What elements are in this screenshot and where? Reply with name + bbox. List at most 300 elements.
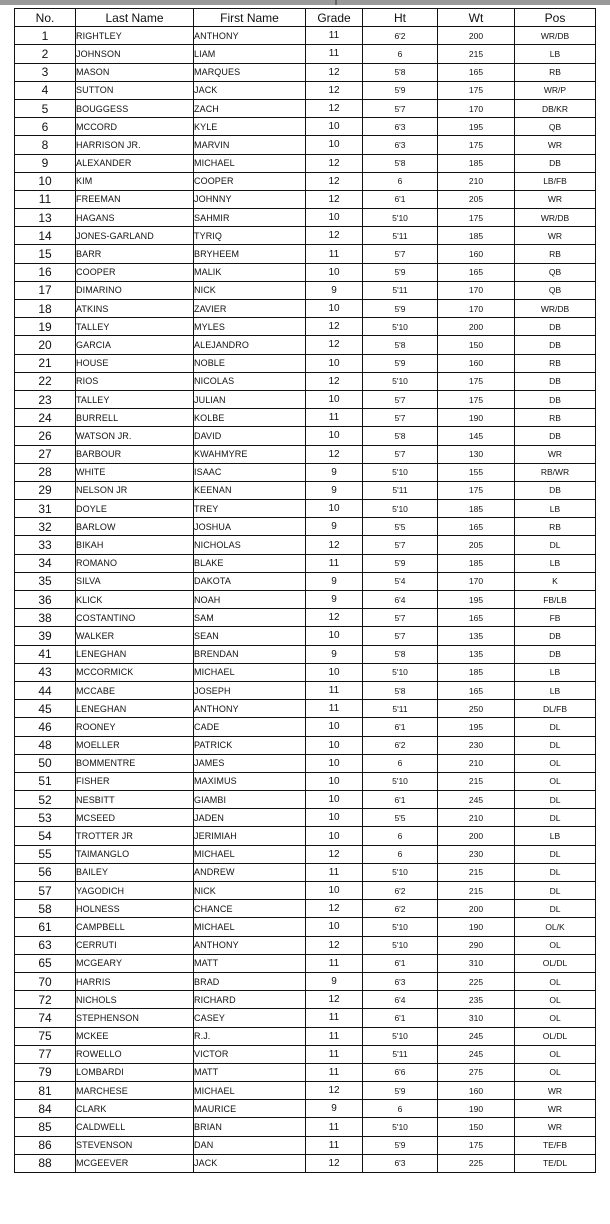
last-name-cell: BARBOUR	[76, 445, 194, 463]
weight-cell: 160	[438, 1082, 515, 1100]
position-cell: WR/DB	[515, 300, 596, 318]
first-name-cell: BRENDAN	[194, 645, 306, 663]
first-name-cell: MICHAEL	[194, 918, 306, 936]
last-name-cell: RIOS	[76, 372, 194, 390]
table-row	[15, 99, 596, 117]
table-row	[15, 609, 596, 627]
last-name-cell: ALEXANDER	[76, 154, 194, 172]
first-name-cell: JADEN	[194, 809, 306, 827]
first-name-cell: KOLBE	[194, 409, 306, 427]
weight-cell: 210	[438, 754, 515, 772]
position-cell: DL	[515, 882, 596, 900]
grade-cell: 12	[306, 63, 363, 81]
first-name-cell: DAKOTA	[194, 572, 306, 590]
header-row	[15, 9, 596, 27]
player-number-cell: 52	[15, 791, 76, 809]
table-row	[15, 372, 596, 390]
height-cell: 5'8	[363, 681, 438, 699]
player-number-cell: 44	[15, 681, 76, 699]
player-number-cell: 2	[15, 45, 76, 63]
table-row	[15, 354, 596, 372]
height-cell: 6'3	[363, 136, 438, 154]
first-name-cell: JOHNNY	[194, 190, 306, 208]
position-cell: OL	[515, 936, 596, 954]
weight-cell: 175	[438, 81, 515, 99]
grade-cell: 10	[306, 136, 363, 154]
table-row	[15, 736, 596, 754]
grade-cell: 10	[306, 118, 363, 136]
player-number-cell: 19	[15, 318, 76, 336]
grade-cell: 10	[306, 209, 363, 227]
grade-cell: 11	[306, 681, 363, 699]
height-cell: 6	[363, 45, 438, 63]
height-cell: 6'3	[363, 972, 438, 990]
height-cell: 6'1	[363, 1009, 438, 1027]
position-cell: TE/DL	[515, 1154, 596, 1172]
height-cell: 5'10	[363, 936, 438, 954]
position-cell: WR/P	[515, 81, 596, 99]
weight-cell: 290	[438, 936, 515, 954]
height-cell: 6'2	[363, 882, 438, 900]
weight-cell: 215	[438, 772, 515, 790]
grade-cell: 10	[306, 663, 363, 681]
last-name-cell: BARR	[76, 245, 194, 263]
grade-cell: 12	[306, 81, 363, 99]
last-name-cell: BOMMENTRE	[76, 754, 194, 772]
first-name-cell: MATT	[194, 1063, 306, 1081]
first-name-cell: KWAHMYRE	[194, 445, 306, 463]
table-row	[15, 281, 596, 299]
weight-cell: 175	[438, 136, 515, 154]
grade-cell: 9	[306, 463, 363, 481]
weight-cell: 215	[438, 863, 515, 881]
first-name-cell: TREY	[194, 500, 306, 518]
grade-cell: 10	[306, 427, 363, 445]
table-row	[15, 1027, 596, 1045]
last-name-cell: ROMANO	[76, 554, 194, 572]
last-name-cell: KLICK	[76, 591, 194, 609]
weight-cell: 170	[438, 572, 515, 590]
grade-cell: 12	[306, 1154, 363, 1172]
height-cell: 6'2	[363, 900, 438, 918]
player-number-cell: 1	[15, 27, 76, 45]
height-cell: 5'5	[363, 518, 438, 536]
height-cell: 6'1	[363, 791, 438, 809]
last-name-cell: BARLOW	[76, 518, 194, 536]
position-cell: LB	[515, 681, 596, 699]
last-name-cell: TROTTER JR	[76, 827, 194, 845]
table-row	[15, 45, 596, 63]
grade-cell: 10	[306, 300, 363, 318]
grade-cell: 10	[306, 500, 363, 518]
position-cell: WR	[515, 445, 596, 463]
last-name-cell: TALLEY	[76, 390, 194, 408]
last-name-cell: BOUGGESS	[76, 99, 194, 117]
first-name-cell: NICK	[194, 882, 306, 900]
grade-cell: 9	[306, 1100, 363, 1118]
roster-table	[14, 8, 596, 1173]
first-name-cell: MAURICE	[194, 1100, 306, 1118]
last-name-cell: TALLEY	[76, 318, 194, 336]
position-cell: WR/DB	[515, 27, 596, 45]
weight-cell: 235	[438, 991, 515, 1009]
player-number-cell: 35	[15, 572, 76, 590]
weight-cell: 150	[438, 336, 515, 354]
grade-cell: 10	[306, 736, 363, 754]
weight-cell: 175	[438, 372, 515, 390]
table-row	[15, 882, 596, 900]
table-row	[15, 318, 596, 336]
height-cell: 5'8	[363, 427, 438, 445]
first-name-cell: MYLES	[194, 318, 306, 336]
position-cell: WR	[515, 227, 596, 245]
height-cell: 6	[363, 827, 438, 845]
height-cell: 5'10	[363, 863, 438, 881]
position-cell: DB	[515, 390, 596, 408]
last-name-cell: NESBITT	[76, 791, 194, 809]
position-cell: WR	[515, 136, 596, 154]
table-row	[15, 809, 596, 827]
height-cell: 6	[363, 1100, 438, 1118]
position-cell: QB	[515, 263, 596, 281]
weight-cell: 210	[438, 809, 515, 827]
first-name-cell: CHANCE	[194, 900, 306, 918]
position-cell: LB	[515, 500, 596, 518]
weight-cell: 190	[438, 409, 515, 427]
weight-cell: 230	[438, 736, 515, 754]
height-cell: 5'9	[363, 263, 438, 281]
grade-cell: 12	[306, 154, 363, 172]
position-cell: WR	[515, 190, 596, 208]
table-row	[15, 772, 596, 790]
position-cell: DB	[515, 427, 596, 445]
height-cell: 6'2	[363, 27, 438, 45]
first-name-cell: MARVIN	[194, 136, 306, 154]
last-name-cell: MARCHESE	[76, 1082, 194, 1100]
height-cell: 5'9	[363, 354, 438, 372]
height-cell: 6'4	[363, 991, 438, 1009]
height-cell: 5'10	[363, 772, 438, 790]
header-weight: Wt	[438, 9, 515, 27]
weight-cell: 185	[438, 663, 515, 681]
height-cell: 5'11	[363, 227, 438, 245]
table-row	[15, 1118, 596, 1136]
height-cell: 5'10	[363, 1027, 438, 1045]
first-name-cell: MICHAEL	[194, 845, 306, 863]
height-cell: 5'8	[363, 154, 438, 172]
position-cell: OL	[515, 1045, 596, 1063]
table-row	[15, 427, 596, 445]
last-name-cell: JONES-GARLAND	[76, 227, 194, 245]
grade-cell: 10	[306, 718, 363, 736]
last-name-cell: MCCORMICK	[76, 663, 194, 681]
player-number-cell: 72	[15, 991, 76, 1009]
position-cell: RB	[515, 63, 596, 81]
player-number-cell: 88	[15, 1154, 76, 1172]
height-cell: 6'1	[363, 718, 438, 736]
last-name-cell: WALKER	[76, 627, 194, 645]
position-cell: DL	[515, 900, 596, 918]
grade-cell: 12	[306, 991, 363, 1009]
position-cell: WR	[515, 1082, 596, 1100]
position-cell: OL	[515, 972, 596, 990]
position-cell: RB	[515, 409, 596, 427]
table-row	[15, 518, 596, 536]
grade-cell: 11	[306, 1009, 363, 1027]
last-name-cell: STEPHENSON	[76, 1009, 194, 1027]
grade-cell: 11	[306, 45, 363, 63]
table-row	[15, 409, 596, 427]
last-name-cell: HAGANS	[76, 209, 194, 227]
table-row	[15, 1100, 596, 1118]
weight-cell: 205	[438, 536, 515, 554]
player-number-cell: 46	[15, 718, 76, 736]
last-name-cell: FREEMAN	[76, 190, 194, 208]
height-cell: 5'11	[363, 700, 438, 718]
weight-cell: 165	[438, 263, 515, 281]
weight-cell: 275	[438, 1063, 515, 1081]
player-number-cell: 63	[15, 936, 76, 954]
table-row	[15, 536, 596, 554]
weight-cell: 225	[438, 972, 515, 990]
first-name-cell: ZACH	[194, 99, 306, 117]
table-row	[15, 154, 596, 172]
last-name-cell: MOELLER	[76, 736, 194, 754]
table-row	[15, 1063, 596, 1081]
table-row	[15, 500, 596, 518]
height-cell: 5'9	[363, 554, 438, 572]
header-last-name: Last Name	[76, 9, 194, 27]
last-name-cell: FISHER	[76, 772, 194, 790]
last-name-cell: CALDWELL	[76, 1118, 194, 1136]
position-cell: DB	[515, 154, 596, 172]
first-name-cell: ANTHONY	[194, 936, 306, 954]
position-cell: RB	[515, 518, 596, 536]
height-cell: 5'7	[363, 536, 438, 554]
height-cell: 5'10	[363, 372, 438, 390]
player-number-cell: 81	[15, 1082, 76, 1100]
table-row	[15, 481, 596, 499]
grade-cell: 9	[306, 591, 363, 609]
height-cell: 5'7	[363, 627, 438, 645]
last-name-cell: MCCABE	[76, 681, 194, 699]
height-cell: 5'10	[363, 463, 438, 481]
weight-cell: 150	[438, 1118, 515, 1136]
position-cell: OL	[515, 772, 596, 790]
position-cell: DB	[515, 318, 596, 336]
first-name-cell: ANTHONY	[194, 700, 306, 718]
weight-cell: 170	[438, 281, 515, 299]
grade-cell: 12	[306, 536, 363, 554]
top-border-bar	[0, 0, 610, 5]
weight-cell: 165	[438, 609, 515, 627]
position-cell: DL	[515, 536, 596, 554]
position-cell: RB	[515, 245, 596, 263]
grade-cell: 12	[306, 372, 363, 390]
first-name-cell: MAXIMUS	[194, 772, 306, 790]
first-name-cell: KEENAN	[194, 481, 306, 499]
player-number-cell: 28	[15, 463, 76, 481]
player-number-cell: 65	[15, 954, 76, 972]
player-number-cell: 22	[15, 372, 76, 390]
table-row	[15, 700, 596, 718]
height-cell: 5'11	[363, 481, 438, 499]
height-cell: 5'8	[363, 63, 438, 81]
height-cell: 5'10	[363, 663, 438, 681]
player-number-cell: 57	[15, 882, 76, 900]
first-name-cell: MICHAEL	[194, 1082, 306, 1100]
player-number-cell: 23	[15, 390, 76, 408]
grade-cell: 11	[306, 409, 363, 427]
player-number-cell: 84	[15, 1100, 76, 1118]
last-name-cell: YAGODICH	[76, 882, 194, 900]
first-name-cell: NICOLAS	[194, 372, 306, 390]
last-name-cell: CAMPBELL	[76, 918, 194, 936]
player-number-cell: 48	[15, 736, 76, 754]
table-row	[15, 1154, 596, 1172]
weight-cell: 175	[438, 209, 515, 227]
first-name-cell: ISAAC	[194, 463, 306, 481]
table-row	[15, 227, 596, 245]
first-name-cell: ANDREW	[194, 863, 306, 881]
position-cell: RB	[515, 354, 596, 372]
player-number-cell: 61	[15, 918, 76, 936]
table-row	[15, 300, 596, 318]
table-row	[15, 27, 596, 45]
last-name-cell: LOMBARDI	[76, 1063, 194, 1081]
height-cell: 6	[363, 754, 438, 772]
position-cell: OL	[515, 1009, 596, 1027]
last-name-cell: RIGHTLEY	[76, 27, 194, 45]
header-first-name: First Name	[194, 9, 306, 27]
table-row	[15, 209, 596, 227]
player-number-cell: 33	[15, 536, 76, 554]
first-name-cell: SEAN	[194, 627, 306, 645]
position-cell: OL/DL	[515, 954, 596, 972]
first-name-cell: BRYHEEM	[194, 245, 306, 263]
weight-cell: 135	[438, 645, 515, 663]
grade-cell: 11	[306, 1045, 363, 1063]
height-cell: 5'10	[363, 318, 438, 336]
position-cell: LB	[515, 827, 596, 845]
height-cell: 5'10	[363, 1118, 438, 1136]
weight-cell: 175	[438, 1136, 515, 1154]
weight-cell: 175	[438, 390, 515, 408]
height-cell: 5'11	[363, 281, 438, 299]
first-name-cell: ZAVIER	[194, 300, 306, 318]
table-row	[15, 972, 596, 990]
position-cell: FB/LB	[515, 591, 596, 609]
player-number-cell: 85	[15, 1118, 76, 1136]
position-cell: QB	[515, 281, 596, 299]
height-cell: 6'2	[363, 736, 438, 754]
top-border-divider	[335, 0, 337, 5]
table-row	[15, 136, 596, 154]
player-number-cell: 38	[15, 609, 76, 627]
height-cell: 5'10	[363, 500, 438, 518]
height-cell: 5'7	[363, 609, 438, 627]
last-name-cell: LENEGHAN	[76, 700, 194, 718]
height-cell: 5'7	[363, 245, 438, 263]
table-row	[15, 572, 596, 590]
weight-cell: 200	[438, 27, 515, 45]
grade-cell: 12	[306, 936, 363, 954]
first-name-cell: R.J.	[194, 1027, 306, 1045]
grade-cell: 11	[306, 700, 363, 718]
first-name-cell: KYLE	[194, 118, 306, 136]
player-number-cell: 77	[15, 1045, 76, 1063]
position-cell: OL	[515, 754, 596, 772]
table-row	[15, 445, 596, 463]
weight-cell: 190	[438, 918, 515, 936]
table-row	[15, 336, 596, 354]
grade-cell: 10	[306, 882, 363, 900]
weight-cell: 250	[438, 700, 515, 718]
player-number-cell: 50	[15, 754, 76, 772]
grade-cell: 12	[306, 900, 363, 918]
first-name-cell: JAMES	[194, 754, 306, 772]
player-number-cell: 17	[15, 281, 76, 299]
grade-cell: 9	[306, 645, 363, 663]
table-row	[15, 863, 596, 881]
grade-cell: 11	[306, 245, 363, 263]
last-name-cell: WATSON JR.	[76, 427, 194, 445]
player-number-cell: 54	[15, 827, 76, 845]
grade-cell: 9	[306, 281, 363, 299]
table-row	[15, 936, 596, 954]
first-name-cell: LIAM	[194, 45, 306, 63]
header-position: Pos	[515, 9, 596, 27]
grade-cell: 11	[306, 863, 363, 881]
last-name-cell: ROONEY	[76, 718, 194, 736]
height-cell: 6'6	[363, 1063, 438, 1081]
player-number-cell: 18	[15, 300, 76, 318]
table-row	[15, 172, 596, 190]
table-row	[15, 463, 596, 481]
height-cell: 5'4	[363, 572, 438, 590]
weight-cell: 155	[438, 463, 515, 481]
last-name-cell: STEVENSON	[76, 1136, 194, 1154]
height-cell: 5'7	[363, 409, 438, 427]
first-name-cell: COOPER	[194, 172, 306, 190]
first-name-cell: BRAD	[194, 972, 306, 990]
grade-cell: 11	[306, 954, 363, 972]
grade-cell: 10	[306, 827, 363, 845]
height-cell: 5'7	[363, 99, 438, 117]
player-number-cell: 31	[15, 500, 76, 518]
player-number-cell: 51	[15, 772, 76, 790]
height-cell: 6	[363, 845, 438, 863]
last-name-cell: TAIMANGLO	[76, 845, 194, 863]
grade-cell: 11	[306, 1118, 363, 1136]
player-number-cell: 74	[15, 1009, 76, 1027]
height-cell: 6'1	[363, 954, 438, 972]
table-row	[15, 554, 596, 572]
grade-cell: 9	[306, 572, 363, 590]
table-row	[15, 845, 596, 863]
player-number-cell: 9	[15, 154, 76, 172]
weight-cell: 190	[438, 1100, 515, 1118]
player-number-cell: 27	[15, 445, 76, 463]
first-name-cell: ANTHONY	[194, 27, 306, 45]
player-number-cell: 58	[15, 900, 76, 918]
first-name-cell: DAVID	[194, 427, 306, 445]
last-name-cell: DOYLE	[76, 500, 194, 518]
first-name-cell: BLAKE	[194, 554, 306, 572]
table-row	[15, 827, 596, 845]
position-cell: DL	[515, 845, 596, 863]
last-name-cell: HARRISON JR.	[76, 136, 194, 154]
